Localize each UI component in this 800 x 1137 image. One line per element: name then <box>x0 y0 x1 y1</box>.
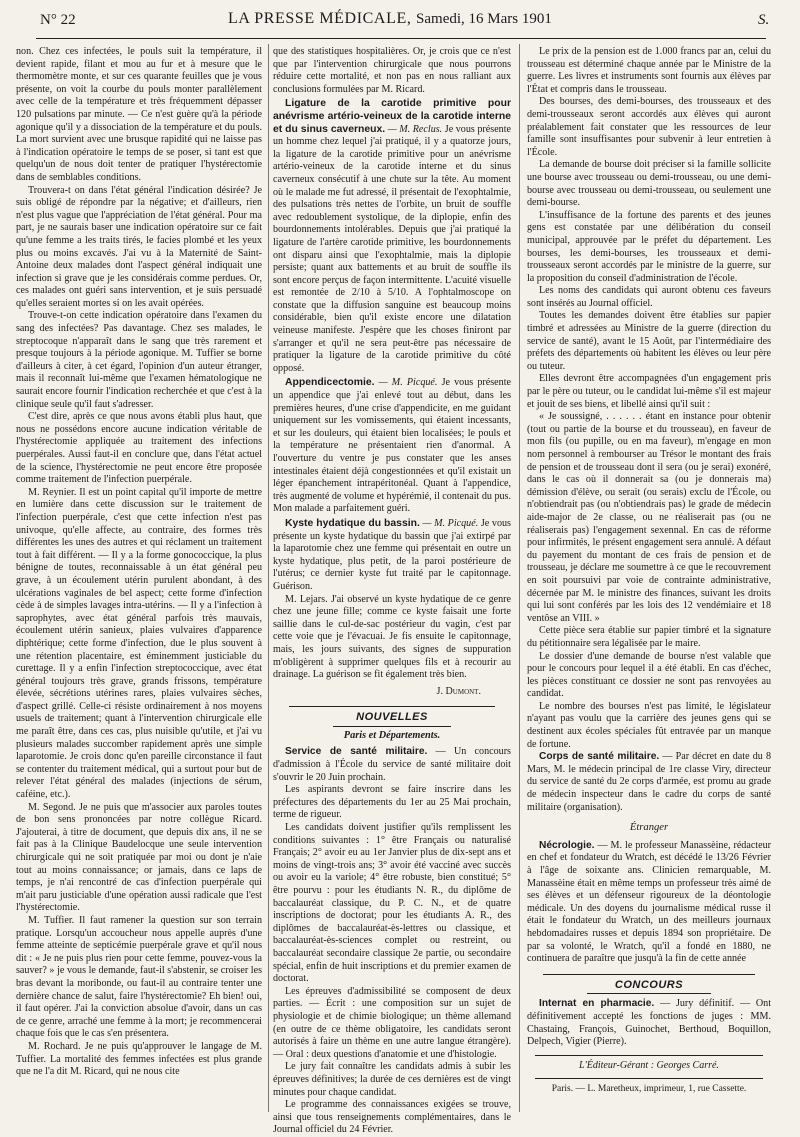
page-header <box>0 0 800 36</box>
subrubric-etranger: Étranger <box>629 822 669 834</box>
section-body: Je vous présente un appendice que j'ai enlevé tout au début, dans les premières heures, d'une crise d'appendicite, en me guidant uniquement sur les vomissements, qui étaient incessants, et sur les douleurs, qui étaient bien localisées; le pouls et la température ne présentaient rien d'anormal. A l'ouverture du ventre je pus constater que les anses intestinales étaient déjà congestionnées et qu'il existait un léger épanchement intrapéritonéal. Quant à l'appendice, très augmenté de volume et hypérémié, il contenait du pus. Mon malade a parfaitement guéri. <box>273 377 511 515</box>
paragraph: Des bourses, des demi-bourses, des trousseaux et des demi-trousseaux seront accordés aux élèves qui auront préalablement fait constater que les ressources de leur famille sont insuffisantes pour subvenir à leur entretien à l'École. <box>527 96 771 158</box>
footer-rule <box>535 1078 763 1079</box>
rubric-rule <box>333 726 451 727</box>
section-carotide <box>273 98 511 375</box>
paragraph-engagement-text: « Je soussigné, . . . . . . étant en instance pour obtenir (tout ou partie de la bourse et du trousseau), en faveur de mon fils (ou pupille, ou en ma faveur), m'engage en mon nom personnel à rembourser au Trésor le montant des frais de pension et de trousseau dont il sera (ou je serai) exonéré, dans le cas où il donnerait sa (ou je donnerais ma) démission d'élève, ou serait (ou serais) exclu de l'École, ou n'obtiendrait pas (ou n'obtiendrais pas) le grade de médecin aide-major de 2e classe, ou ne réaliserait pas (ou ne réaliserais pas) l'engagement sexennal. En cas de réforme pour infirmités, le présent engagement sera annulé. A défaut du payement du montant de ces frais de pension et de trousseau, je déclare me soumettre à ce que le recouvrement en soit poursuivi par voie de contrainte administrative, décernée par M. le ministre des finances, suivant les droits qui lui sont conférés par les lois des 12 vendémiaire et 18 ventôse an VIII. » <box>527 411 771 624</box>
paragraph: que des statistiques hospitalières. Or, je crois que ce n'est que par l'intervention chirurgicale que nous pourrons réduire cette mortalité, et non pas en nous ralliant aux conclusions formulées par M. Ricard. <box>273 46 511 95</box>
paragraph: Trouvera-t on dans l'état général l'indication désirée? Je suis obligé de répondre par la négative; et d'ailleurs, rien n'est plus vague que l'appréciation de l'état général. Pour ma part, je ne saurais baser une indication opératoire sur ce fait qu'une femme a les traits tirés, le facies plombé et les yeux plus ou moins excavés. J'ai vu à la Maternité de Saint-Antoine deux malades dont l'aspect général indiquait une infection si grave que je les considérais comme perdues. Or, ces malades ont guéri sans intervention, et je suis persuadé qu'elles seraient mortes si on les avait opérées. <box>16 184 262 309</box>
printer-line: Paris. — L. Maretheux, imprimeur, 1, rue Cassette. <box>551 1084 747 1095</box>
column-divider <box>268 44 269 1112</box>
journal-title <box>228 10 552 28</box>
paragraph: Le jury fait connaître les candidats admis à subir les épreuves définitives; la durée de ces dernières est de vingt minutes pour chaque candidat. <box>273 1061 511 1098</box>
section-title: Kyste hydatique du bassin. <box>285 517 420 529</box>
issue-date: Samedi, 16 Mars 1901 <box>416 11 552 27</box>
section-service-sante <box>273 746 511 784</box>
footer-rule <box>535 1055 763 1056</box>
speaker: — M. Reclus. <box>387 123 443 135</box>
section-body: — Un concours d'admission à l'École du service de santé militaire doit s'ouvrir le 20 Juin prochain. <box>273 746 511 783</box>
rubric-nouvelles: NOUVELLES <box>356 711 428 724</box>
paragraph-rochard: M. Rochard. Je ne puis qu'approuver le langage de M. Tuffier. La mortalité des femmes infectées est plus grande que ne l'a dit M. Ricard, qui ne nous cite <box>16 1040 262 1078</box>
paragraph: Le programme des connaissances exigées se trouve, ainsi que tous renseignements complémentaires, dans le Journal officiel du 24 Février. <box>273 1099 511 1136</box>
paragraph: La demande de bourse doit préciser si la famille sollicite une bourse avec trousseau ou demi-trousseau, ou une demi-bourse avec trousseau ou demi-trousseau, ou seulement une demi-bourse. <box>527 159 771 209</box>
paragraph: C'est dire, après ce que nous avons établi plus haut, que nous ne possédons encore aucune indication véritable de l'hystérectomie appliquée au traitement des infections puerpérales. Aussi faut-il en conclure que, dans l'état actuel de la science, l'hystérectomie ne peut encore être proposée comme traitement de l'infection puerpérale. <box>16 411 262 486</box>
paragraph: Elles devront être accompagnées d'un engagement pris par le père ou tuteur, ou le candidat lui-même s'il est majeur et jouit de ses biens, et libellé ainsi qu'il suit : <box>527 373 771 410</box>
paragraph-lejars: M. Lejars. J'ai observé un kyste hydatique de ce genre chez une jeune fille; comme ce kyste faisait une forte saillie dans le cul-de-sac postérieur du vagin, c'est par cette voie que je l'évacuai. Je fis ensuite le capitonnage, mais, les jours suivants, des signes de suppuration m'obligèrent à supprimer quelques fils et à recourir au drainage. La guérison se fit également très bien. <box>273 593 511 681</box>
section-body: Je vous présente un homme chez lequel j'ai pratiqué, il y a quatorze jours, la ligature de la carotide primitive pour un anévrisme artério-veineux de la carotide interne et du sinus caverneux consécutif à une chute sur la tête. Au moment où le malade me fut adressé, il présentait de l'exophtalmie, des pulsations très nettes de l'orbite, un bruit de souffle avec redoublement systolique, de la diplopie, enfin des bourdonnements intolérables. Depuis que j'ai pratiqué la ligature de l'artère carotide primitive, les bourdonnements ont disparu ainsi que l'exophtalmie, mais la diplopie persiste; quant aux battements et au bruit de souffle ils sont encore perçus de façon intermittente. L'acuité visuelle est remontée de 2/10 à 5/10. A l'ophtalmoscope on constate que la diffusion sanguine est beaucoup moins considérable, bien qu'il existe encore une dilatation veineuse manifeste. J'espère que les choses finiront par s'arranger et qu'il ne sera peut-être pas nécessaire de pratiquer la ligature de la carotide primitive du côté opposé. <box>273 123 512 374</box>
rubric-rule <box>587 993 711 994</box>
section-title: Internat en pharmacie. <box>539 998 655 1010</box>
section-separator <box>289 706 495 707</box>
column-3 <box>527 46 771 1112</box>
section-body: — Jury définitif. — Ont définitivement accepté les fonctions de juges : MM. Chastaing, François, Guinochet, Berthoud, Boquillon, Delpech, Vigier (Pierre). <box>527 998 772 1048</box>
speaker: — M. Picqué. <box>422 517 479 529</box>
section-body: — M. le professeur Manassèine, rédacteur en chef et fondateur du Wratch, est décédé le 13/26 Février à l'âge de soixante ans. Clinicien remarquable, M. Manassèine était en même temps un professeur très aimé de ses élèves et un défenseur rigoureux de la déontologie médicale. Un des doyens du journalisme médical russe il était le fondateur du Wratch, un des meilleurs journaux hebdomadaires russes et depuis 1894 son propriétaire. De par sa volonté, le Wratch, qu'il a fondé en 1880, ne continuera de paraître que jusqu'à la fin de cette année <box>527 839 771 965</box>
section-appendicectomie <box>273 377 511 516</box>
section-internat <box>527 998 771 1048</box>
paragraph-reynier: M. Reynier. Il est un point capital qu'il importe de mettre en lumière dans cette discussion sur le traitement de l'infection puerpérale, c'est que cette infection n'est pas univoque, qu'elle affecte, au contraire, des formes très différentes les unes des autres et qui réclament un traitement tout à fait différent. — Il y a la forme gonococcique, la plus bénigne de toutes, reconnaissable à un état général peu grave, à un écoulement utérin purulent abondant, à des ulcérations vaginales de bel aspect; cette forme d'infection cède à de simples lavages intra-utérins. — Il y a l'infection à saprophytes, avec état général parfois très mauvais, écoulement utérin sanieux, plaies vulvaires d'apparence diphtérique; cette forme d'infection, due le plus souvent à une rétention placentaire, est éminemment justiciable du curettage. Il y a enfin l'infection streptococcique, avec état général toujours très grave, grands frissons, température élevée, sécrétions utérines rares, plaies vulvaires sèches, d'aspect grillé. Celle-ci résiste ordinairement à nos moyens usuels de traitement; quant à l'intervention chirurgicale elle me paraît être, dans ces cas, plus nuisible qu'utile, et j'ai vu plusieurs malades succomber rapidement après une simple laparotomie. Je crois donc qu'en pareille circonstance il faut se contenter du traitement médical, qui a surtout pour but de relever l'état général des malades (injections de sérum, caféine, etc.). <box>16 486 262 801</box>
paragraph: Cette pièce sera établie sur papier timbré et la signature du pétitionnaire sera légalisée par le maire. <box>527 625 771 649</box>
paragraph: Le nombre des bourses n'est pas limité, le législateur n'ayant pas voulu que la carrière des jeunes gens qui se destinent aux écoles spéciales fût entravée par un manque de fortune. <box>527 700 771 750</box>
paragraph: Les noms des candidats qui auront obtenu ces faveurs sont insérés au Journal officiel. <box>527 285 771 309</box>
column-divider <box>519 44 520 1112</box>
paragraph-segond: M. Segond. Je ne puis que m'associer aux paroles toutes de bon sens prononcées par notre collègue Ricard. J'ajouterai, à titre de document, que depuis dix ans, il ne se fait pas à la Clinique Baudelocque une seule intervention chirurgicale qui ne soit pratiquée par moi ou dont je n'aie tout au moins connaissance; or jamais, dans ce laps de temps, je n'ai rencontré de cas d'infection puerpérale qui m'ait paru justiciable d'une opération aussi radicale que l'est l'hystérectomie. <box>16 801 262 914</box>
paragraph: Les épreuves d'admissibilité se composent de deux parties. — Écrit : une composition sur un sujet de physiologie et de chimie biologique; un thème allemand (en outre de ce thème obligatoire, les candidats seront autorisés à faire un thème en une autre langue étrangère). — Oral : deux questions d'anatomie et une d'histologie. <box>273 985 511 1060</box>
section-separator <box>543 974 755 975</box>
paragraph: Le prix de la pension est de 1.000 francs par an, celui du trousseau est déterminé chaque année par le Ministre de la guerre. Les livres et instruments sont fournis aux élèves par l'État et compris dans le trousseau. <box>527 46 771 95</box>
paragraph-tuffier: M. Tuffier. Il faut ramener la question sur son terrain pratique. Lorsqu'un accoucheur nous appelle auprès d'une femme atteinte de septicémie puerpérale grave et qu'il nous dit : « Je ne puis plus rien pour cette femme, pouvez-vous la sauver? » je vous le demande, faut-il s'abstenir, se croiser les bras devant la moribonde, ou faut-il au contraire tenter une dernière chance de salut, faire l'hystérectomie? Eh bien! oui, il faut opérer. J'ai la conviction absolue d'avoir, dans un cas de ce genre, arraché une femme à la mort; je recommencerai chaque fois que le cas s'en présentera. <box>16 914 262 1040</box>
signature: J. Dumont. <box>436 685 481 697</box>
section-corps-sante <box>527 751 771 814</box>
sheet-letter: S. <box>758 12 770 28</box>
subrubric-paris: Paris et Départements. <box>343 729 441 741</box>
editor-gerant: L'Éditeur-Gérant : Georges Carré. <box>579 1059 719 1071</box>
header-rule <box>36 38 766 39</box>
rubric-concours: CONCOURS <box>614 978 684 991</box>
journal-name: LA PRESSE MÉDICALE, <box>228 10 412 27</box>
section-body: — Par décret en date du 8 Mars, M. le médecin principal de 1re classe Viry, directeur du service de santé du 2e corps d'armée, est promu au grade de médecin inspecteur dans le cadre du corps de santé militaire (organisation). <box>527 751 771 813</box>
page-number: N° 22 <box>40 12 76 28</box>
section-title: Ligature de la carotide primitive pour anévrisme artério-veineux de la carotide interne et du sinus caverneux. <box>273 98 511 135</box>
paragraph: Trouve-t-on cette indication opératoire dans l'examen du sang des infectées? Pas davantage. Chez ses malades, le streptocoque n'apparaît dans le sang que très rarement et presque toujours à la période agonique. M. Tuffier se borne d'ailleurs à citer, à cet égard, l'opinion d'un auteur étranger, mais il reconnaît lui-même que l'examen hématologique ne saurait encore fournir l'indication recherchée et que c'est à la clinique seule qu'il faut s'adresser. <box>16 310 262 410</box>
paragraph: non. Chez ces infectées, le pouls suit la température, il devient rapide, filant et mou au fur et à mesure que le thermomètre monte, et sur ces quarante feuilles que je vous présente, on voit la courbe du pouls monter parallèlement avec celle de la température et très fréquemment dépasser 120 pulsations par minute. — Ce n'est guère qu'à la période agonique qu'il y a dissociation de la température et du pouls. La mort survient avec une brusque rapidité qui ne laisse pas à l'indication opératoire le temps de se poser, si tant est que quelqu'un de nous doit tenter de pratiquer l'hystérectomie dans de semblables conditions. <box>16 46 262 183</box>
paragraph: Le dossier d'une demande de bourse n'est valable que pour le concours pour lequel il a été établi. En cas d'échec, les pièces constituant ce dossier ne sont pas renvoyées au candidat. <box>527 650 771 700</box>
column-2 <box>273 46 512 1136</box>
speaker: — M. Picqué. <box>378 377 438 389</box>
paragraph: L'insuffisance de la fortune des parents et des jeunes gens est constatée par une délibération du conseil municipal, approuvée par le préfet du département. Les bourses, les demi-bourses, les trousseaux et demi-trousseaux seront accordés par le ministre de la guerre, sur la proposition du conseil d'administration de l'école. <box>527 209 771 284</box>
paragraph: Les candidats doivent justifier qu'ils remplissent les conditions suivantes : 1° être Français ou naturalisé Français; 2° avoir eu au 1er Janvier plus de dix-sept ans et moins de vingt-trois ans; 3° avoir été vacciné avec succès ou avoir eu la variole; 4° être robuste, bien constitué; 5° être pourvu : pour les étudiants N. R., du diplôme de baccalauréat classique, du P. C. N., et de quatre inscriptions de doctorat; pour les étudiants A. R., des diplômes de baccalauréat-ès-lettres ou classique, et baccalauréat-ès-sciences complet ou restreint, ou baccalauréat secondaire classique 2e partie, ou secondaire spécial, enfin de huit inscriptions et du premier examen de doctorat. <box>273 822 511 985</box>
section-body: Je vous présente un kyste hydatique du bassin que j'ai extirpé par la laparotomie chez une femme qui présentait en outre un kyste hydatique, plus petit, de la paroi postérieure de l'utérus; ce dernier kyste fut traité par le capitonnage. Guérison. <box>273 517 511 592</box>
section-necrologie <box>527 840 771 966</box>
section-title: Service de santé militaire. <box>285 746 428 758</box>
section-title: Corps de santé militaire. <box>539 751 660 763</box>
paragraph: Toutes les demandes doivent être établies sur papier timbré et adressées au Ministre de la guerre (direction du service de santé), avant le 15 Août, par l'intermédiaire des préfets des départements où habitent les élèves ou leur père ou tuteur. <box>527 310 771 372</box>
column-1 <box>16 46 262 1112</box>
section-title: Appendicectomie. <box>285 377 375 389</box>
section-title: Nécrologie. <box>539 839 595 851</box>
section-kyste <box>273 518 511 594</box>
paragraph: Les aspirants devront se faire inscrire dans les préfectures des départements du 1er au 25 Mai prochain, terme de rigueur. <box>273 784 511 821</box>
